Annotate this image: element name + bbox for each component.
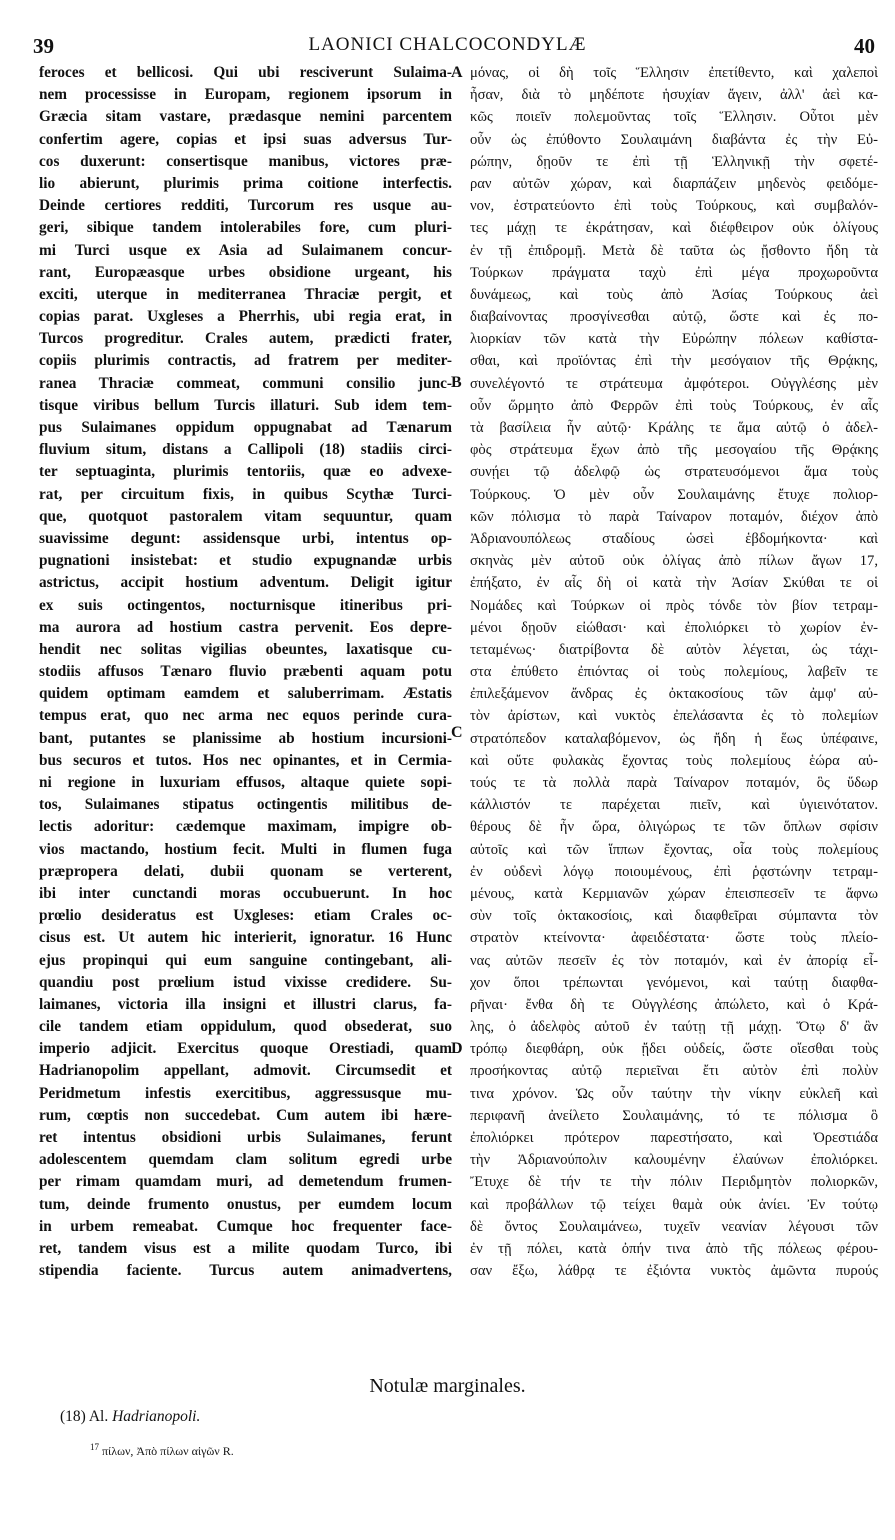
latin-text-line: tempus erat, quo nec arma nec equos perinde cura- [39, 707, 452, 725]
latin-text-line: suavissime degunt: assidensque urbi, intentus op- [39, 529, 452, 547]
latin-text-line: cisus est. Ut autem hic interierit, ignoratur. 16 Hunc [39, 929, 452, 947]
greek-text-line: Νομάδες καὶ Τούρκων οἱ πρὸς τόνδε τὸν βίον τετραμ- [470, 597, 878, 614]
greek-text-line: περιφανῆ ἀνείλετο Σουλαιμάνης, τό τε πόλισμα ὃ [470, 1107, 878, 1124]
latin-text-line: copias parat. Uxgleses a Pherrhis, ubi regia erat, in [39, 308, 452, 326]
greek-text-line: τὴν Ἀδριανούπολιν καλουμένην ἐλαύνων ἐπολιόρκει. [470, 1152, 878, 1169]
greek-text-line: ἐπιλεξάμενον ἄνδρας ἐς ὀκτακοσίους τῶν ἀμφ' αὐ- [470, 686, 878, 703]
margin-marker-b: B [451, 374, 462, 391]
greek-text-line: στα ἐπύθετο ἐπιόντας οἱ τοὺς πολεμίους, λαβεῖν τε [470, 664, 878, 681]
latin-text-line: ret intentus obsidioni urbis Sulaimanes, ferunt [39, 1129, 452, 1146]
left-page-number: 39 [33, 34, 54, 58]
latin-text-line: prœlio desideratus est Uxgleses: etiam Crales oc- [39, 907, 452, 925]
greek-text-line: οὖν ὥρμητο ἀπὸ Φερρῶν ἐπὶ τοὺς Τούρκους, ἐν αἷς [470, 397, 878, 414]
latin-text-line: per rimam quamdam muri, ad demetendum frumen- [39, 1173, 452, 1191]
latin-text-line: astrictus, accipit hostium adventum. Deligit igitur [39, 574, 452, 592]
greek-text-line: ραν αὐτῶν χώραν, καὶ διαρπάζειν μηδενὸς φειδόμε- [470, 175, 878, 192]
latin-text-line: rum, cœptis non succedebat. Cum autem ibi hære- [39, 1106, 452, 1124]
margin-marker-a: A [451, 64, 463, 81]
running-title: LAONICI CHALCOCONDYLÆ [308, 34, 587, 55]
latin-text-line: ma aurora ad hostium castra pervenit. Eos depre- [39, 618, 452, 636]
margin-marker-c: C [451, 724, 463, 741]
latin-text-line: bus securos et tutos. Hos nec opinantes, et in Cermia- [39, 751, 452, 769]
greek-text-line: τὰ βασίλεια ἦν αὐτῷ· Κράλης τε ἅμα αὐτῷ ὁ ἀδελ- [470, 420, 878, 436]
latin-text-line: Græcia sitam vastare, prædasque nemini parcentem [39, 108, 452, 126]
greek-text-line: ἐν οὐδενὶ λόγῳ ποιουμένους, ἐπὶ ῥᾳστώνην τετραμ- [470, 863, 878, 880]
latin-text-line: que, quotquot pastoralem vitam sequuntur, quam [39, 507, 452, 525]
latin-text-line: stipendia faciente. Turcus autem animadvertens, [39, 1262, 452, 1280]
greek-text-line: ἐπήξατο, ἐν αἷς δὴ οἱ κατὰ τὴν Ἀσίαν Σκύθαι τε οἱ [470, 575, 878, 592]
latin-text-line: adolescentem quemdam clam solitum egredi urbe [39, 1151, 452, 1169]
greek-text-line: τεταμένως· διατρίβοντα δὲ αὐτὸν λέγεται, ὡς τάχι- [470, 641, 878, 658]
latin-text-line: nem processisse in Europam, regionem ipsorum in [39, 86, 452, 104]
footnote-17-number: 17 [90, 1442, 99, 1452]
latin-text-line: Turcos progreditur. Crales autem, prædicti frater, [39, 330, 452, 348]
latin-text-line: rat, per circuitum fixis, in quibus Scythæ Turci- [39, 485, 452, 503]
latin-text-line: ter septuaginta, plurimis tentoriis, quæ eo advexe- [39, 463, 452, 481]
greek-text-line: καὶ οὔτε φυλακὰς ἔχοντας τοὺς πολεμίους ἑώρα αὐ- [470, 752, 878, 769]
footnote-17-text: πίλων, Ἀπὸ πίλων αἰγῶν R. [102, 1444, 234, 1458]
latin-text-line: tisque viribus bellum Turcis illaturi. Sub idem tem- [39, 396, 452, 414]
latin-text-line: mi Turci usque ex Asia ad Sulaimanem concur- [39, 241, 452, 259]
greek-text-line: δὲ ὄντος Σουλαιμάνεω, τυχεῖν νεανίαν λέγουσι τῶν [470, 1218, 878, 1235]
greek-text-line: κάλλιστόν τε παρέχεται πιεῖν, καὶ ὑγιεινότατον. [470, 797, 878, 814]
greek-text-line: Τούρκους. Ὁ μὲν οὖν Σουλαιμάνης ἔτυχε πολιορ- [470, 486, 878, 503]
latin-text-line: quidem optimam eamdem et saluberrimam. Æstatis [39, 685, 452, 703]
latin-text-line: geri, sibique tandem intolerabiles fore, cum pluri- [39, 219, 452, 237]
greek-text-line: προσήκοντας αὐτῷ περιεῖναι ἔτι αὐτὸν ἐπὶ πολὺν [470, 1063, 878, 1080]
latin-text-line: pus Sulaimanes oppidum oppugnabat ad Tænarum [39, 419, 452, 436]
greek-text-line: Ἀδριανουπόλεως σταδίους ὡσεὶ ἑβδομήκοντα· καὶ [470, 530, 878, 547]
latin-text-line: ejus propinqui qui eum sanguine contingebant, ali- [39, 951, 452, 969]
latin-text-line: ret, tandem visus est a milite quodam Turco, ibi [39, 1239, 452, 1257]
greek-text-line: τινα χρόνον. Ὡς οὖν ταύτην τὴν νίκην εὐκλεῆ καὶ [470, 1085, 878, 1102]
latin-text-line: præpropera delati, dubii quonam se verterent, [39, 862, 452, 880]
latin-text-line: cile tandem etiam oppidulum, quod obsederat, suo [39, 1018, 452, 1036]
latin-text-line: Hadrianopolim appellant, admovit. Circumsedit et [39, 1062, 452, 1080]
greek-column [470, 62, 878, 1282]
note-18-prefix: (18) Al. [60, 1408, 109, 1425]
greek-text-line: σθαι, καὶ προϊόντας ἐπὶ τὴν μεσόγαιον τῆς Θρᾴκης, [470, 353, 878, 370]
greek-text-line: ἐν τῇ ἐπιδρομῇ. Μετὰ δὲ ταῦτα ὡς ᾔσθοντο ἤδη τὰ [470, 242, 878, 259]
greek-text-line: νας αὐτῶν πεσεῖν ἐς τὸν ποταμόν, καὶ ἐν ἀπορίᾳ εἶ- [470, 952, 878, 969]
greek-text-line: λιορκίαν τῶν κατὰ τὴν Εὐρώπην πόλεων καθίστα- [470, 331, 878, 348]
greek-text-line: τὸν ἀρίστων, καὶ νυκτὸς ἐπελάσαντα ἐς τὸ πολεμίων [470, 708, 878, 725]
latin-text-line: bant, putantes se planissime ab hostium incursioni- [39, 729, 452, 747]
latin-text-line: ibi inter cunctandi moras occubuerunt. In hoc [39, 884, 452, 902]
greek-text-line: σὺν τοῖς ὀκτακοσίοις, καὶ διαφθεῖραι σύμπαντα τὸν [470, 908, 878, 925]
greek-text-line: οὖν ὡς ἐπύθοντο Σουλαιμάνη διαβάντα ἐς τὴν Εὐ- [470, 131, 878, 148]
greek-text-line: αὐτοῖς καὶ τῶν ἵππων ἔχοντας, οἷα τοὺς πολεμίους [470, 841, 878, 858]
latin-text-line: laimanes, victoria illa insigni et illustri clarus, fa- [39, 995, 452, 1013]
greek-text-line: καὶ προβάλλων τῷ τείχει θαμὰ οὐκ ἀνίει. Ἐν τούτῳ [470, 1196, 878, 1213]
note-18-text: Hadrianopoli. [112, 1408, 201, 1425]
latin-text-line: cos duxerunt: consertisque manibus, victores præ- [39, 152, 452, 170]
latin-text-line: stodiis affusos Tænaro fluvio præbenti aquam potu [39, 663, 452, 681]
greek-text-line: ρώπην, δῃοῦν τε ἐπὶ τῇ Ἑλληνικῇ τὴν σφετέ- [470, 153, 878, 170]
latin-text-line: Peridmetum infestis exercitibus, aggressusque mu- [39, 1084, 452, 1102]
latin-text-line: hendit nec solitas vigilias obeuntes, laxatisque cu- [39, 640, 452, 658]
latin-text-line: lectis adoritur: cædemque maximam, impigre ob- [39, 818, 452, 836]
footnote-17 [90, 1442, 234, 1459]
greek-text-line: συνελέγοντό τε στράτευμα ἀμφότεροι. Οὐγγλέσης μὲν [470, 375, 878, 392]
greek-text-line: Ἔτυχε δὲ τήν τε τὴν πόλιν Περιδμητὸν πολιορκῶν, [470, 1174, 878, 1191]
greek-text-line: μένους, κατὰ Κερμιανῶν χώραν ἐπεισπεσεῖν τε ἄφνω [470, 885, 878, 902]
greek-text-line: μόνας, οἱ δὴ τοῖς Ἕλλησιν ἐπετίθεντο, καὶ χαλεποὶ [470, 65, 878, 81]
latin-text-line: ni regione in luxuriam effusos, altaque quiete sopi- [39, 774, 452, 791]
right-page-number: 40 [854, 34, 875, 58]
latin-text-line: vios mactando, hostium fecit. Multi in flumen fuga [39, 840, 452, 858]
greek-text-line: νον, ἐστρατεύοντο ἐπὶ τοὺς Τούρκους, καὶ συμβαλόν- [470, 198, 878, 215]
greek-text-line: φὸς στράτευμα ἔχων ἀπὸ τῆς μεσογαίου τῆς Θρᾴκης [470, 442, 878, 459]
marginal-note-18 [60, 1408, 200, 1426]
greek-text-line: σκηνὰς μὲν αὐτοῦ οὐκ ὀλίγας ἀπὸ πίλων ἄγων 17, [470, 553, 878, 570]
latin-text-line: ranea Thraciæ commeat, communi consilio junc- [39, 374, 452, 392]
latin-text-line: in urbem remeabat. Cumque hoc frequenter face- [39, 1217, 452, 1235]
latin-text-line: ex suis octingentos, nocturnisque itineribus pri- [39, 596, 452, 614]
latin-text-line: rant, Europæasque urbes obsidione urgeant, his [39, 263, 452, 281]
latin-text-line: imperio adjicit. Exercitus quoque Orestiadi, quam [39, 1040, 452, 1058]
greek-text-line: θέρους δὲ ἦν ὥρα, ὀλιγώρως τε τῶν ὅπλων σφίσιν [470, 819, 878, 836]
greek-text-line: διαβαίνοντας προσγίνεσθαι αὐτῷ, ὥστε καὶ ἐς πο- [470, 309, 878, 326]
greek-text-line: κῶν πόλισμα τὸ παρὰ Ταίναρον ποταμόν, διέχον ἀπὸ [470, 508, 878, 525]
latin-text-line: exciti, uterque in mediterranea Thraciæ pergit, et [39, 285, 452, 303]
greek-text-line: μένοι δῃοῦν εἰώθασι· καὶ ἐπολιόρκει τὸ χωρίον ἐν- [470, 619, 878, 636]
greek-text-line: κῶς ποιεῖν πολεμοῦντας τοῖς Ἕλλησιν. Οὗτοι μὲν [470, 109, 878, 126]
greek-text-line: στρατόπεδον καταλαβόμενον, ὡς ἤδη ἡ ἕως ὑπέφαινε, [470, 730, 878, 747]
greek-text-line: ἐν τῇ πόλει, κατὰ ὀπήν τινα ἀπὸ τῆς πόλεως φέρου- [470, 1240, 878, 1257]
latin-text-line: Deinde certiores redditi, Turcorum res usque au- [39, 197, 452, 215]
greek-text-line: ρῆναι· ἔνθα δὴ τε Οὐγγλέσης ἀπώλετο, καὶ ὁ Κρά- [470, 996, 878, 1013]
greek-text-line: σαν ἔξω, λάθρᾳ τε ἐξιόντα νυκτὸς ἀμῶντα πυρούς [470, 1263, 878, 1280]
greek-text-line: ἐπολιόρκει πρότερον παρεστήσατο, καὶ Ὀρεστιάδα [470, 1130, 878, 1146]
greek-text-line: στρατὸν κτείνοντα· ἀφειδέστατα· ὥστε τοὺς πλείο- [470, 930, 878, 947]
greek-text-line: συνῄει τῷ ἀδελφῷ ὡς στρατευσόμενοι ἅμα τοὺς [470, 464, 878, 481]
greek-text-line: τρόπῳ διεφθάρη, οὐκ ᾔδει οὐδείς, ὥστε οἴεσθαι τοὺς [470, 1041, 878, 1058]
latin-text-line: tum, deinde frumento onustus, per eumdem locum [39, 1195, 452, 1213]
latin-text-line: pugnationi insistebat: et studio expugnandæ urbis [39, 552, 452, 570]
greek-text-line: δυνάμεως, καὶ τοὺς ἀπὸ Ἀσίας Τούρκους ἀεὶ [470, 286, 878, 303]
notes-title: Notulæ marginales. [369, 1375, 526, 1397]
greek-text-line: ἦσαν, διὰ τὸ μηδέποτε ἡσυχίαν ἄγειν, ἀλλ' ἀεὶ κα- [470, 87, 878, 104]
greek-text-line: Τούρκων πράγματα ταχὺ ἐπὶ μέγα προχωροῦντα [470, 264, 878, 281]
greek-text-line: χον ὅποι τρέπωνται γενόμενοι, καὶ ταύτῃ διαφθα- [470, 974, 878, 991]
latin-text-line: fluvium situm, distans a Callipoli (18) stadiis circi- [39, 441, 452, 459]
latin-column [39, 62, 452, 1282]
latin-text-line: quandiu post prœlium istud vixisse credidere. Su- [39, 973, 452, 991]
greek-text-line: τούς τε τὰ πολλὰ παρὰ Ταίναρον ποταμόν, ὃς ὕδωρ [470, 775, 878, 791]
latin-text-line: tos, Sulaimanes stipatus octingentis militibus de- [39, 796, 452, 814]
latin-text-line: confertim agere, copias et ipsi suas adversus Tur- [39, 130, 452, 148]
greek-text-line: τες μάχῃ τε ἐκράτησαν, καὶ διέφθειρον οὐκ ὀλίγους [470, 220, 878, 237]
latin-text-line: copiis plurimis contractis, ad fratrem per mediter- [39, 352, 452, 370]
page-header [0, 34, 895, 62]
greek-text-line: λης, ὁ ἀδελφὸς αὐτοῦ ἐν ταύτῃ τῇ μάχῃ. Ὅτῳ δ' ἂν [470, 1019, 878, 1036]
latin-text-line: feroces et bellicosi. Qui ubi resciverunt Sulaima- [39, 64, 452, 81]
margin-marker-d: D [451, 1040, 463, 1057]
latin-text-line: lio abierunt, plurimis prima coitione interfectis. [39, 174, 452, 192]
